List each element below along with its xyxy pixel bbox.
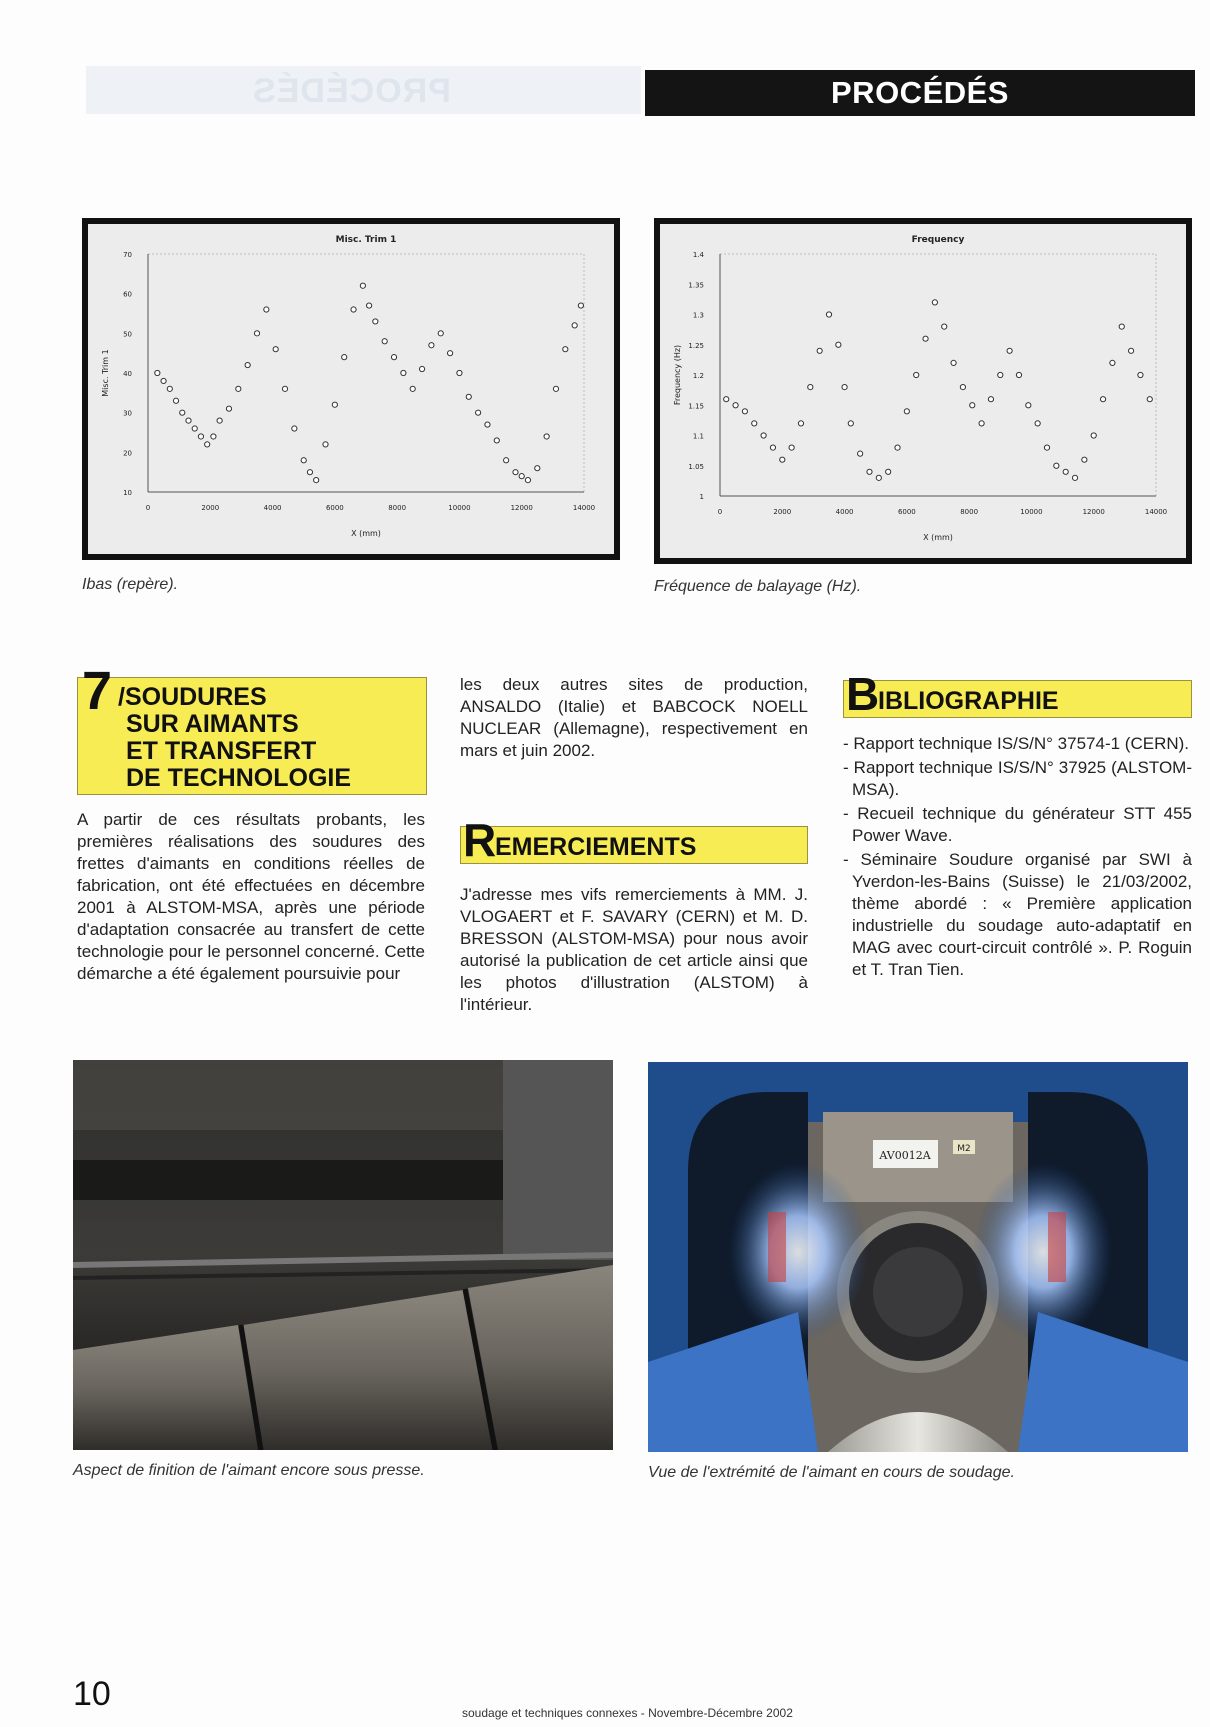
- x-tick-label: 14000: [572, 504, 596, 512]
- data-point: [988, 397, 993, 402]
- data-point: [742, 409, 747, 414]
- data-point: [367, 303, 372, 308]
- data-point: [419, 366, 424, 371]
- y-tick-label: 1.4: [692, 251, 704, 259]
- data-point: [332, 402, 337, 407]
- data-point: [998, 372, 1003, 377]
- chart-ibas: [88, 224, 614, 554]
- data-point: [1147, 397, 1152, 402]
- remerciements-heading: [460, 814, 808, 866]
- photo-magnet-welding-image: [648, 1062, 1188, 1452]
- data-point: [205, 442, 210, 447]
- section7-title-line-2: SUR AIMANTS: [126, 710, 299, 738]
- data-point: [519, 474, 524, 479]
- page-number: 10: [73, 1675, 111, 1713]
- data-point: [273, 347, 278, 352]
- bibliography-item: - Rapport technique IS/S/N° 37574-1 (CERN).: [843, 734, 1190, 753]
- data-point: [192, 426, 197, 431]
- data-point: [923, 336, 928, 341]
- data-point: [447, 351, 452, 356]
- data-point: [373, 319, 378, 324]
- chart-frequency-frame: [654, 218, 1192, 564]
- data-point: [382, 339, 387, 344]
- data-point: [1035, 421, 1040, 426]
- y-tick-label: 10: [123, 489, 132, 497]
- data-point: [236, 386, 241, 391]
- data-point: [808, 385, 813, 390]
- data-point: [180, 410, 185, 415]
- photo-magnet-welding: [648, 1062, 1188, 1452]
- data-point: [211, 434, 216, 439]
- bibliographie-initial: B: [846, 668, 880, 720]
- data-point: [724, 397, 729, 402]
- chart-frequency: [660, 224, 1186, 558]
- data-point: [1054, 463, 1059, 468]
- x-tick-label: 6000: [325, 504, 344, 512]
- data-point: [245, 362, 250, 367]
- section7-number: 7: [82, 661, 113, 721]
- data-point: [951, 360, 956, 365]
- data-point: [1082, 457, 1087, 462]
- welding-photo-tag: M2: [957, 1144, 971, 1154]
- data-point: [186, 418, 191, 423]
- data-point: [167, 386, 172, 391]
- data-point: [578, 303, 583, 308]
- data-point: [942, 324, 947, 329]
- x-tick-label: 8000: [960, 508, 979, 516]
- data-point: [895, 445, 900, 450]
- bibliographie-title: IBLIOGRAPHIE: [878, 687, 1059, 715]
- data-point: [351, 307, 356, 312]
- bibliography-list: [843, 733, 1192, 983]
- data-point: [1138, 372, 1143, 377]
- data-point: [438, 331, 443, 336]
- chart-ibas-frame: [82, 218, 620, 560]
- x-axis-label: X (mm): [351, 529, 381, 538]
- photo-magnet-under-press-image: [73, 1060, 613, 1450]
- photo-caption-press: Aspect de finition de l'aimant encore sous presse.: [73, 1462, 425, 1479]
- x-tick-label: 6000: [897, 508, 916, 516]
- data-point: [360, 283, 365, 288]
- data-point: [161, 378, 166, 383]
- y-tick-label: 70: [123, 251, 132, 259]
- y-tick-label: 1.05: [688, 462, 704, 471]
- y-tick-label: 1.25: [688, 341, 704, 350]
- data-point: [292, 426, 297, 431]
- x-tick-label: 10000: [448, 504, 471, 512]
- bibliography-item: - Séminaire Soudure organisé par SWI à Yverdon-les-Bains (Suisse) le 21/03/2002, thème abordé : « Première application industrielle du soudage auto-adaptatif en MAG avec court-circuit contrôlé ». P. Roguin et T. Tran Tien.: [843, 850, 1192, 979]
- data-point: [848, 421, 853, 426]
- section7-title-line-4: DE TECHNOLOGIE: [126, 764, 352, 792]
- data-point: [770, 445, 775, 450]
- data-point: [410, 386, 415, 391]
- data-point: [173, 398, 178, 403]
- data-point: [485, 422, 490, 427]
- data-point: [1072, 475, 1077, 480]
- data-point: [761, 433, 766, 438]
- y-tick-label: 1: [699, 493, 704, 501]
- data-point: [886, 469, 891, 474]
- x-tick-label: 10000: [1020, 508, 1043, 516]
- data-point: [842, 385, 847, 390]
- data-point: [1016, 372, 1021, 377]
- x-axis-label: X (mm): [923, 533, 953, 542]
- data-point: [914, 372, 919, 377]
- data-point: [1128, 348, 1133, 353]
- data-point: [301, 458, 306, 463]
- plot-area: [720, 254, 1156, 496]
- x-tick-label: 12000: [510, 504, 533, 512]
- data-point: [979, 421, 984, 426]
- data-point: [544, 434, 549, 439]
- data-point: [1063, 469, 1068, 474]
- figure-caption-ibas: Ibas (repère).: [82, 576, 179, 593]
- x-tick-label: 2000: [773, 508, 792, 516]
- data-point: [494, 438, 499, 443]
- data-point: [932, 300, 937, 305]
- data-point: [307, 470, 312, 475]
- y-tick-label: 1.35: [688, 281, 704, 290]
- data-point: [858, 451, 863, 456]
- bibliography-item: - Rapport technique IS/S/N° 37925 (ALSTOM-MSA).: [843, 758, 1192, 799]
- y-axis-label: Frequency (Hz): [673, 344, 682, 406]
- data-point: [876, 475, 881, 480]
- y-tick-label: 50: [123, 330, 132, 339]
- data-point: [563, 347, 568, 352]
- chart-title: Misc. Trim 1: [335, 235, 397, 245]
- data-point: [391, 355, 396, 360]
- data-point: [264, 307, 269, 312]
- publication-footer: soudage et techniques connexes - Novembre-Décembre 2002: [462, 1706, 793, 1720]
- y-tick-label: 60: [123, 290, 132, 299]
- data-point: [504, 458, 509, 463]
- y-tick-label: 20: [123, 449, 132, 458]
- y-tick-label: 1.2: [692, 372, 704, 380]
- y-tick-label: 1.15: [688, 402, 704, 411]
- data-point: [960, 385, 965, 390]
- data-point: [466, 394, 471, 399]
- data-point: [904, 409, 909, 414]
- x-tick-label: 8000: [388, 504, 407, 512]
- data-point: [429, 343, 434, 348]
- data-point: [155, 370, 160, 375]
- ghost-header-band: [86, 66, 641, 114]
- section7-body: A partir de ces résultats probants, les premières réalisations des soudures des frettes d'aimants en conditions réelles de fabrication, ont été effectuées en décembre 2001 à ALSTOM-MSA, après une période d'adaptation consacrée au transfert de cette technologie pour le personnel concerné. Cette démarche a été également poursuivie pour: [77, 810, 425, 983]
- data-point: [970, 403, 975, 408]
- figure-caption-frequency: Fréquence de balayage (Hz).: [654, 578, 862, 595]
- data-point: [752, 421, 757, 426]
- section7-title-line-3: ET TRANSFERT: [126, 737, 317, 765]
- remerciements-title: EMERCIEMENTS: [495, 833, 697, 861]
- data-point: [553, 386, 558, 391]
- data-point: [798, 421, 803, 426]
- data-point: [342, 355, 347, 360]
- section7-body-continuation: les deux autres sites de production, ANSALDO (Italie) et BABCOCK NOELL NUCLEAR (Allemagne), respectivement en mars et juin 2002.: [460, 675, 808, 760]
- data-point: [457, 370, 462, 375]
- section7-title-line-1: /SOUDURES: [118, 683, 267, 711]
- data-point: [217, 418, 222, 423]
- data-point: [572, 323, 577, 328]
- y-axis-label: Misc. Trim 1: [101, 349, 110, 397]
- y-tick-label: 1.1: [692, 432, 704, 441]
- data-point: [535, 466, 540, 471]
- x-tick-label: 4000: [263, 504, 282, 512]
- data-point: [780, 457, 785, 462]
- x-tick-label: 0: [717, 508, 723, 516]
- x-tick-label: 14000: [1144, 508, 1168, 516]
- data-point: [733, 403, 738, 408]
- data-point: [1007, 348, 1012, 353]
- data-point: [817, 348, 822, 353]
- x-tick-label: 4000: [835, 508, 854, 516]
- photo-magnet-under-press: [73, 1060, 613, 1450]
- plot-area: [148, 254, 584, 492]
- remerciements-body: J'adresse mes vifs remerciements à MM. J. VLOGAERT et F. SAVARY (CERN) et M. D. BRESSON (ALSTOM-MSA) pour nous avoir autorisé la publication de cet article ainsi que les photos d'illustration (ALSTOM) à l'intérieur.: [460, 885, 808, 1014]
- data-point: [826, 312, 831, 317]
- x-tick-label: 0: [145, 504, 151, 512]
- data-point: [1100, 397, 1105, 402]
- x-tick-label: 2000: [201, 504, 220, 512]
- ghost-header-text: PROCÉDÉS: [252, 72, 451, 110]
- data-point: [226, 406, 231, 411]
- remerciements-initial: R: [463, 814, 497, 866]
- data-point: [525, 478, 530, 483]
- data-point: [867, 469, 872, 474]
- data-point: [1044, 445, 1049, 450]
- photo-caption-welding: Vue de l'extrémité de l'aimant en cours de soudage.: [648, 1464, 1015, 1481]
- data-point: [401, 370, 406, 375]
- data-point: [476, 410, 481, 415]
- y-tick-label: 40: [123, 370, 132, 378]
- data-point: [323, 442, 328, 447]
- data-point: [789, 445, 794, 450]
- data-point: [1110, 360, 1115, 365]
- y-tick-label: 30: [123, 409, 132, 418]
- data-point: [1026, 403, 1031, 408]
- data-point: [836, 342, 841, 347]
- chart-title: Frequency: [911, 235, 965, 245]
- bibliographie-heading: [843, 668, 1192, 720]
- data-point: [314, 478, 319, 483]
- data-point: [254, 331, 259, 336]
- data-point: [198, 434, 203, 439]
- data-point: [1119, 324, 1124, 329]
- x-tick-label: 12000: [1082, 508, 1105, 516]
- section-header-bar: PROCÉDÉS: [645, 70, 1195, 116]
- data-point: [513, 470, 518, 475]
- data-point: [282, 386, 287, 391]
- y-tick-label: 1.3: [692, 311, 704, 320]
- bibliography-item: - Recueil technique du générateur STT 455 Power Wave.: [843, 804, 1192, 845]
- section7-heading: [77, 661, 427, 795]
- data-point: [1091, 433, 1096, 438]
- welding-photo-label: AV0012A: [879, 1149, 931, 1162]
